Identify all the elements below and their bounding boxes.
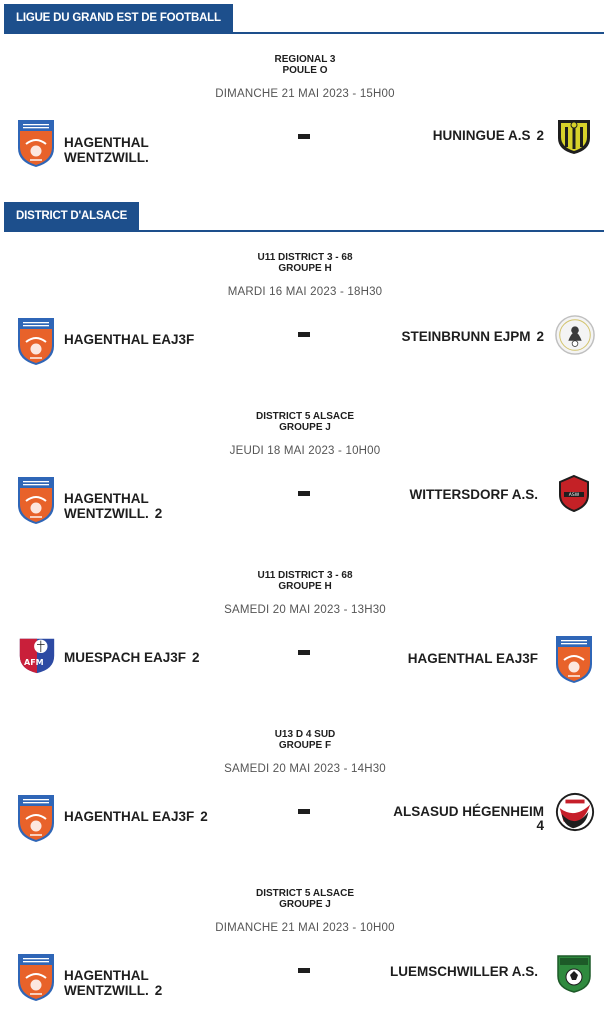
- wittersdorf-crest-icon: [554, 473, 594, 513]
- match-date: MARDI 16 MAI 2023 - 18H30: [227, 286, 383, 298]
- competition-name: U13 D 4 SUD: [274, 729, 336, 740]
- away-team-name[interactable]: LUEMSCHWILLER A.S.: [390, 964, 538, 979]
- home-team-name[interactable]: HAGENTHAL WENTZWILL. 2: [64, 491, 163, 521]
- competition-group: POULE O: [282, 65, 328, 76]
- hagenthal-shield-icon: [16, 475, 56, 525]
- competition-group: GROUPE H: [278, 581, 332, 592]
- huningue-crest-icon: [554, 116, 594, 156]
- competition-group: GROUPE J: [279, 899, 331, 910]
- competition-name: U11 DISTRICT 3 - 68: [257, 252, 353, 263]
- competition-name: DISTRICT 5 ALSACE: [256, 888, 354, 899]
- competition-name: U11 DISTRICT 3 - 68: [257, 570, 353, 581]
- home-team-name[interactable]: HAGENTHAL EAJ3F: [64, 332, 195, 347]
- home-score: 2: [200, 809, 208, 824]
- away-score: 2: [536, 329, 544, 344]
- competition-name: REGIONAL 3: [274, 54, 336, 65]
- luemschwiller-crest-icon: [554, 950, 594, 994]
- home-team-name[interactable]: HAGENTHAL WENTZWILL. 2: [64, 968, 163, 998]
- alsasud-crest-icon: [554, 791, 596, 833]
- match-date: DIMANCHE 21 MAI 2023 - 10H00: [215, 922, 395, 934]
- away-score: 4: [536, 818, 544, 833]
- hagenthal-shield-icon: [16, 118, 56, 168]
- hagenthal-shield-icon: [16, 793, 56, 843]
- away-team-name[interactable]: ALSASUD HÉGENHEIM 4: [393, 804, 544, 833]
- section-title: DISTRICT D'ALSACE: [4, 202, 139, 230]
- section-header-ligue: [4, 4, 604, 34]
- hagenthal-shield-icon: [16, 316, 56, 366]
- section-title: LIGUE DU GRAND EST DE FOOTBALL: [4, 4, 233, 32]
- afm-text: AFM: [24, 658, 44, 667]
- section-header-district: [4, 202, 604, 232]
- match-date: SAMEDI 20 MAI 2023 - 14H30: [224, 763, 386, 775]
- home-team-name[interactable]: HAGENTHAL WENTZWILL.: [64, 135, 149, 165]
- home-score: 2: [154, 983, 163, 998]
- competition-group: GROUPE H: [278, 263, 332, 274]
- competition-name: DISTRICT 5 ALSACE: [256, 411, 354, 422]
- home-team-name[interactable]: HAGENTHAL EAJ3F 2: [64, 809, 208, 824]
- match-date: DIMANCHE 21 MAI 2023 - 15H00: [215, 88, 395, 100]
- away-team-name[interactable]: HUNINGUE A.S 2: [432, 128, 544, 143]
- away-team-name[interactable]: STEINBRUNN EJPM 2: [401, 329, 544, 344]
- home-score: 2: [154, 506, 163, 521]
- steinbrunn-crest-icon: [554, 314, 596, 356]
- home-team-name[interactable]: MUESPACH EAJ3F 2: [64, 650, 200, 665]
- competition-group: GROUPE F: [278, 740, 332, 751]
- hagenthal-shield-icon: [16, 952, 56, 1002]
- match-date: JEUDI 18 MAI 2023 - 10H00: [229, 445, 381, 457]
- match-date: SAMEDI 20 MAI 2023 - 13H30: [224, 604, 386, 616]
- home-score: 2: [192, 650, 200, 665]
- away-score: 2: [536, 128, 544, 143]
- hagenthal-shield-icon: [554, 634, 594, 684]
- muespach-afm-crest-icon: [16, 632, 58, 676]
- competition-group: GROUPE J: [279, 422, 331, 433]
- away-team-name[interactable]: WITTERSDORF A.S.: [409, 487, 538, 502]
- away-team-name[interactable]: HAGENTHAL EAJ3F: [407, 651, 538, 666]
